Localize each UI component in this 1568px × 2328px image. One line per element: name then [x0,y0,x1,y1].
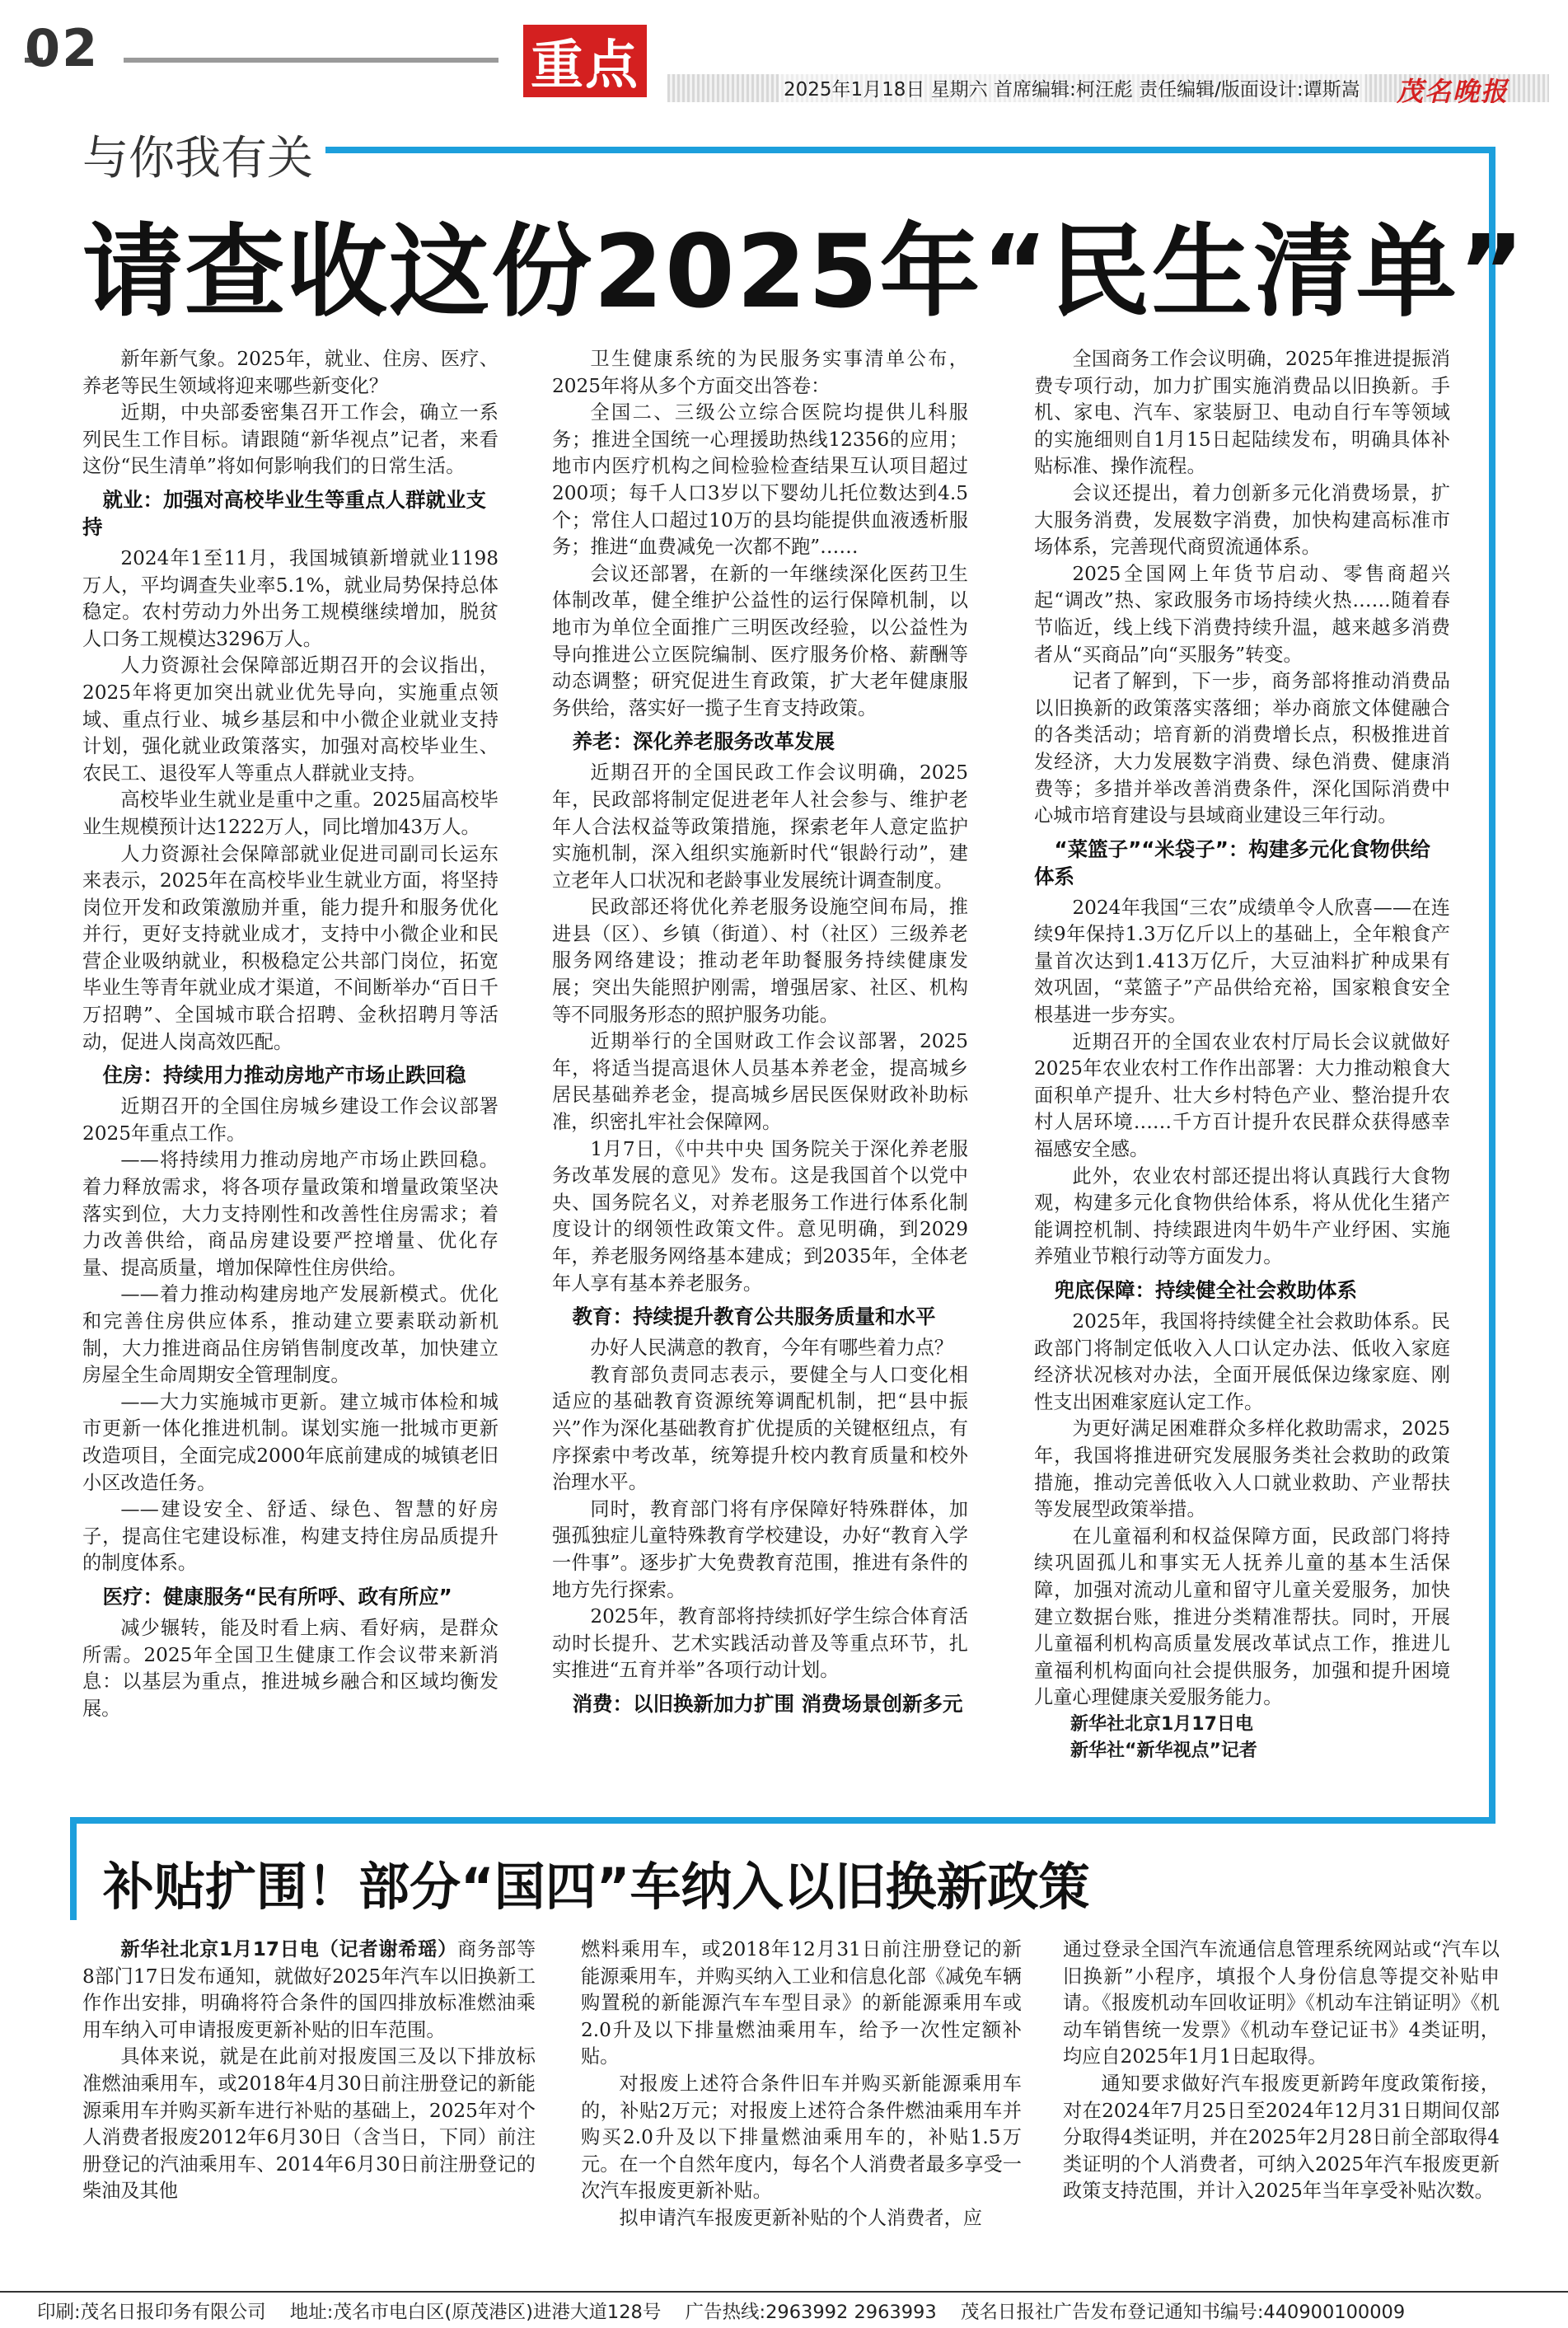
page-footer [37,2298,1423,2324]
frame-right-rule [1489,147,1495,1824]
article-paragraph: 全国商务工作会议明确，2025年推进提振消费专项行动，加力扩围实施消费品以旧换新。手机、家电、汽车、家装厨卫、电动自行车等领域的实施细则自1月15日起陆续发布，明确具体补贴标准、操作流程。 [1034,348,1450,478]
article-paragraph: 通过登录全国汽车流通信息管理系统网站或“汽车以旧换新”小程序，填报个人身份信息等提交补贴申请。《报废机动车回收证明》《机动车注销证明》《机动车销售统一发票》《机动车登记证书》4类证明，均应自2025年1月1日起取得。 [1063,1938,1500,2068]
article-paragraph: 为更好满足困难群众多样化救助需求，2025年，我国将推进研究发展服务类社会救助的政策措施，推动完善低收入人口就业救助、产业帮扶等发展型政策举措。 [1034,1417,1450,1521]
article-paragraph [82,1937,536,2044]
article-paragraph: 1月7日，《中共中央 国务院关于深化养老服务改革发展的意见》发布。这是我国首个以党中央、国务院名义，对养老服务工作进行体系化制度设计的纲领性政策文件。意见明确，到2029年，养老服务网络基本建成；到2035年，全体老年人享有基本养老服务。 [552,1137,968,1295]
article-paragraph: ——将持续用力推动房地产市场止跌回稳。着力释放需求，将各项存量政策和增量政策坚决落实到位，大力支持刚性和改善性住房需求；着力改善供给，商品房建设要严控增量、优化存量、提高质量，增加保障性住房供给。 [82,1149,498,1279]
article-paragraph: 新年新气象。2025年，就业、住房、医疗、养老等民生领域将迎来哪些新变化？ [82,348,498,397]
article-paragraph: 近期举行的全国财政工作会议部署，2025年，将适当提高退休人员基本养老金，提高城乡居民基础养老金，提高城乡居民医保财政补助标准，织密扎牢社会保障网。 [552,1030,968,1134]
article-paragraph: 在儿童福利和权益保障方面，民政部门将持续巩固孤儿和事实无人抚养儿童的基本生活保障，加强对流动儿童和留守儿童关爱服务，加快建立数据台账，推进分类精准帮扶。同时，开展儿童福利机构高质量发展改革试点工作，推进儿童福利机构面向社会提供服务，加强和提升困境儿童心理健康关爱服务能力。 [1034,1525,1450,1709]
issue-info: 2025年1月18日 星期六 首席编辑:柯汪彪 责任编辑/版面设计:谭斯嵩 [779,73,1365,103]
section-badge: 重点 [523,25,647,97]
footer-hotline: 广告热线:2963992 2963993 [685,2302,937,2323]
section-heading: 就业：加强对高校毕业生等重点人群就业支持 [82,487,486,539]
footer-address: 地址:茂名市电白区(原茂港区)进港大道128号 [289,2302,662,2323]
article-paragraph: ——建设安全、舒适、绿色、智慧的好房子，提高住宅建设标准，构建支持住房品质提升的制度体系。 [82,1498,498,1575]
article-paragraph: 记者了解到，下一步，商务部将推动消费品以旧换新的政策落实落细；举办商旅文体健融合的各类活动；培育新的消费增长点，积极推进首发经济，大力发展数字消费、绿色消费、健康消费等；多措并举改善消费条件，深化国际消费中心城市培育建设与县域商业建设三年行动。 [1034,670,1450,827]
section-heading: 住房：持续用力推动房地产市场止跌回稳 [102,1063,466,1088]
article-paragraph: ——着力推动构建房地产发展新模式。优化和完善住房供应体系，推动建立要素联动新机制，大力推进商品住房销售制度改革，加快建立房屋全生命周期安全管理制度。 [82,1283,498,1387]
page-number: 02 [25,18,100,78]
footer-rule [0,2291,1568,2293]
article-paragraph: 2025全国网上年货节启动、零售商超兴起“调改”热、家政服务市场持续火热……随着春节临近，线上线下消费持续升温，越来越多消费者从“买商品”向“买服务”转变。 [1034,562,1450,666]
article-paragraph: 2025年，我国将持续健全社会救助体系。民政部门将制定低收入人口认定办法、低收入家庭经济状况核对办法，全面开展低保边缘家庭、刚性支出困难家庭认定工作。 [1034,1310,1450,1413]
footer-printer: 印刷:茂名日报印务有限公司 [37,2302,266,2323]
section-heading: “菜篮子”“米袋子”：构建多元化食物供给体系 [1034,836,1430,888]
secondary-headline: 补贴扩围！部分“国四”车纳入以旧换新政策 [103,1857,1090,1917]
article-paragraph: 全国二、三级公立综合医院均提供儿科服务；推进全国统一心理援助热线12356的应用；地市内医疗机构之间检验检查结果互认项目超过200项；每千人口3岁以下婴幼儿托位数达到4.5个；常住人口超过10万的县均能提供血液透析服务；推进“血费减免一次都不跑”…… [552,401,968,559]
article-paragraph: 近期召开的全国住房城乡建设工作会议部署2025年重点工作。 [82,1095,498,1145]
section-heading: 养老：深化养老服务改革发展 [572,729,835,754]
article-paragraph: 近期召开的全国农业农村厅局长会议就做好2025年农业农村工作作出部署：大力推动粮食大面积单产提升、壮大乡村特色产业、整治提升农村人居环境……千方百计提升农民群众获得感幸福感安全感。 [1034,1030,1450,1161]
section-heading: 教育：持续提升教育公共服务质量和水平 [572,1305,936,1329]
article-kicker: 与你我有关 [82,132,313,185]
secondary-column-1 [82,1937,536,2205]
footer-license: 茂名日报社广告发布登记通知书编号:440900100009 [960,2302,1406,2323]
article-paragraph: 通知要求做好汽车报废更新跨年度政策衔接，对在2024年7月25日至2024年12月31日期间仅部分取得4类证明，并在2025年2月28日前全部取得4类证明的个人消费者，可纳入2025年汽车报废更新政策支持范围，并计入2025年当年享受补贴次数。 [1063,2072,1500,2203]
article-paragraph: 办好人民满意的教育，今年有哪些着力点？ [590,1337,953,1360]
article-paragraph: 近期，中央部委密集召开工作会，确立一系列民生工作目标。请跟随“新华视点”记者，来看这份“民生清单”将如何影响我们的日常生活。 [82,401,498,478]
paragraph-text: 商务部等8部门17日发布通知，就做好2025年汽车以旧换新工作作出安排，明确将符合条件的国四排放标准燃油乘用车纳入可申请报废更新补贴的旧车范围。 [82,1938,536,2041]
newspaper-logo: 茂名晚报 [1397,76,1509,107]
article-paragraph: 卫生健康系统的为民服务实事清单公布，2025年将从多个方面交出答卷： [552,348,968,397]
page-header [0,0,1568,107]
article-paragraph: 人力资源社会保障部就业促进司副司长运东来表示，2025年在高校毕业生就业方面，将坚持岗位开发和政策激励并重，能力提升和服务优化并行，更好支持就业成才，支持中小微企业和民营企业吸纳就业，积极稳定公共部门岗位，拓宽毕业生等青年就业成才渠道，不间断举办“百日千万招聘”、全国城市联合招聘、金秋招聘月等活动，促进人岗高效匹配。 [82,842,498,1053]
frame-left-rule [70,1817,77,1920]
section-heading: 兜底保障：持续健全社会救助体系 [1054,1278,1357,1302]
article-paragraph: 同时，教育部门将有序保障好特殊群体，加强孤独症儿童特殊教育学校建设，办好“教育入学一件事”。逐步扩大免费教育范围，推进有条件的地方先行探索。 [552,1497,968,1601]
byline: 新华社“新华视点”记者 [1070,1740,1257,1761]
article-column-2 [552,346,968,1722]
article-paragraph: 近期召开的全国民政工作会议明确，2025年，民政部将制定促进老年人社会参与、维护老年人合法权益等政策措施，探索老年人意定监护实施机制，深入组织实施新时代“银龄行动”，建立老年人口状况和老龄事业发展统计调查制度。 [552,761,968,892]
byline: 新华社北京1月17日电 [1070,1713,1253,1735]
article-column-1 [82,346,498,1722]
article-paragraph: ——大力实施城市更新。建立城市体检和城市更新一体化推进机制。谋划实施一批城市更新改造项目，全面完成2000年底前建成的城镇老旧小区改造任务。 [82,1390,498,1494]
article-paragraph: 2025年，教育部将持续抓好学生综合体育活动时长提升、艺术实践活动普及等重点环节，扎实推进“五育并举”各项行动计划。 [552,1605,968,1682]
secondary-column-3 [1063,1937,1500,2205]
article-paragraph: 2024年1至11月，我国城镇新增就业1198万人，平均调查失业率5.1%，就业局势保持总体稳定。农村劳动力外出务工规模继续增加，脱贫人口务工规模达3296万人。 [82,546,498,650]
section-heading: 医疗：健康服务“民有所呼、政有所应” [102,1584,452,1609]
article-headline: 请查收这份2025年“民生清单” [82,213,1526,330]
frame-bottom-rule [70,1817,1495,1824]
article-paragraph: 对报废上述符合条件旧车并购买新能源乘用车的，补贴2万元；对报废上述符合条件燃油乘用车并购买2.0升及以下排量燃油乘用车的，补贴1.5万元。在一个自然年度内，每名个人消费者最多享受一次汽车报废更新补贴。 [581,2072,1022,2203]
section-heading: 消费：以旧换新加力扩围 消费场景创新多元 [572,1691,963,1716]
article-paragraph: 民政部还将优化养老服务设施空间布局，推进县（区）、乡镇（街道）、村（社区）三级养老服务网络建设；推动老年助餐服务持续健康发展；突出失能照护刚需，增强居家、社区、机构等不同服务形态的照护服务功能。 [552,896,968,1026]
article-paragraph: 会议还部署，在新的一年继续深化医药卫生体制改革，健全维护公益性的运行保障机制，以地市为单位全面推广三明医改经验，以公益性为导向推进公立医院编制、医疗服务价格、薪酬等动态调整；研究促进生育政策，扩大老年健康服务供给，落实好一揽子生育支持政策。 [552,562,968,719]
article-paragraph: 减少辗转，能及时看上病、看好病，是群众所需。2025年全国卫生健康工作会议带来新消息：以基层为重点，推进城乡融合和区域均衡发展。 [82,1616,498,1720]
article-paragraph: 此外，农业农村部还提出将认真践行大食物观，构建多元化食物供给体系，将从优化生猪产能调控机制、持续跟进肉牛奶牛产业纾困、实施养殖业节粮行动等方面发力。 [1034,1164,1450,1268]
article-paragraph: 具体来说，就是在此前对报废国三及以下排放标准燃油乘用车，或2018年4月30日前注册登记的新能源乘用车并购买新车进行补贴的基础上，2025年对个人消费者报废2012年6月30日（含当日，下同）前注册登记的汽油乘用车、2014年6月30日前注册登记的柴油及其他 [82,2045,536,2203]
dateline: 新华社北京1月17日电（记者谢希瑶） [120,1938,458,1960]
article-paragraph: 燃料乘用车，或2018年12月31日前注册登记的新能源乘用车，并购买纳入工业和信息化部《减免车辆购置税的新能源汽车车型目录》的新能源乘用车或2.0升及以下排量燃油乘用车，给予一次性定额补贴。 [581,1938,1022,2068]
article-column-3 [1034,346,1450,1764]
article-paragraph: 会议还提出，着力创新多元化消费场景，扩大服务消费，发展数字消费，加快构建高标准市场体系，完善现代商贸流通体系。 [1034,481,1450,559]
article-paragraph: 人力资源社会保障部近期召开的会议指出，2025年将更加突出就业优先导向，实施重点领域、重点行业、城乡基层和中小微企业就业支持计划，强化就业政策落实，加强对高校毕业生、农民工、退役军人等重点人群就业支持。 [82,654,498,785]
frame-top-rule [325,147,1495,153]
article-paragraph: 高校毕业生就业是重中之重。2025届高校毕业生规模预计达1222万人，同比增加43万人。 [82,789,498,838]
article-paragraph: 教育部负责同志表示，要健全与人口变化相适应的基础教育资源统筹调配机制，把“县中振兴”作为深化基础教育扩优提质的关键枢纽点，有序探索中考改革，统筹提升校内教育质量和校外治理水平。 [552,1363,968,1494]
secondary-column-2 [581,1937,1022,2232]
header-rule [124,58,498,63]
article-paragraph: 2024年我国“三农”成绩单令人欣喜——在连续9年保持1.3万亿斤以上的基础上，全年粮食产量首次达到1.413万亿斤，大豆油料扩种成果有效巩固，“菜篮子”产品供给充裕，国家粮食安全根基进一步夯实。 [1034,896,1450,1027]
article-paragraph: 拟申请汽车报废更新补贴的个人消费者，应 [619,2206,982,2229]
